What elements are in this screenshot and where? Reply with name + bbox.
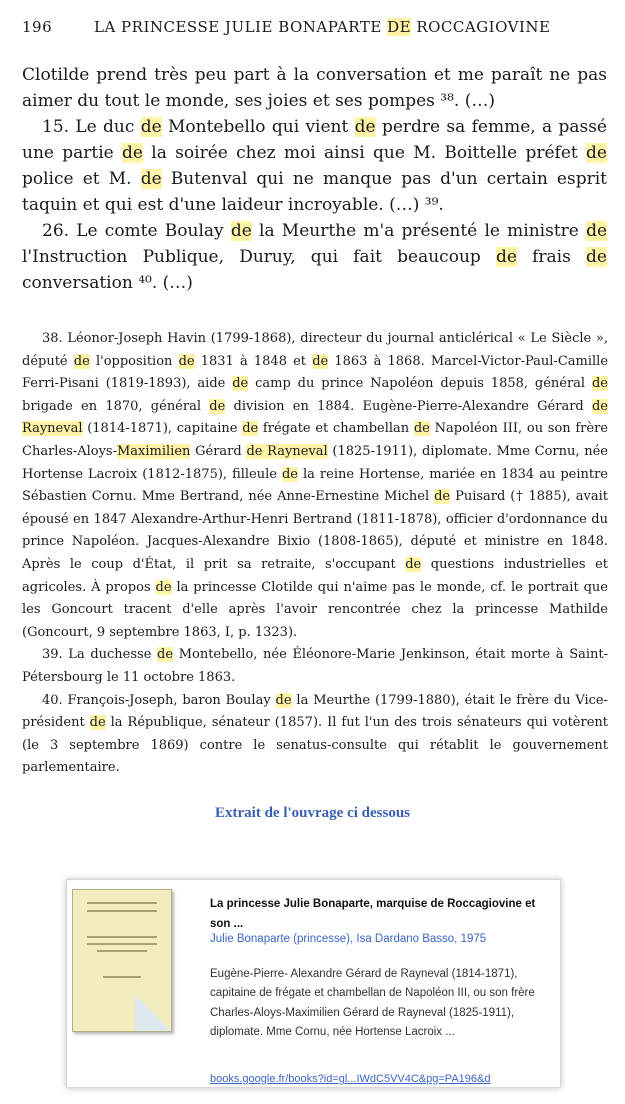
footnote: 38. Léonor-Joseph Havin (1799-1868), directeur du journal anticlérical « Le Siècle », député de l'opposition de 1831 à 1848 et de 1863 à 1868. Marcel-Victor-Paul-Camille Ferri-Pisani (1819-1893), aide de camp du prince Napoléon depuis 1858, général de brigade en 1870, général de division en 1884. Eugène-Pierre-Alexandre Gérard de Rayneval (1814-1871), capitaine de frégate et chambellan de Napoléon III, ou son frère Charles-Aloys-Maximilien Gérard de Rayneval (1825-1911), diplomate. Mme Cornu, née Hortense Lacroix (1812-1875), filleule de la reine Hortense, mariée en 1834 au peintre Sébastien Cornu. Mme Bertrand, née Anne-Ernestine Michel de Puisard († 1885), avait épousé en 1847 Alexandre-Arthur-Henri Bertrand (1811-1878), officier d'ordonnance du prince Napoléon. Jacques-Alexandre Bixio (1808-1865), député et ministre en 1848. Après le coup d'État, il prit sa retraite, s'occupant de questions industrielles et agricoles. À propos de la princesse Clotilde qui n'aime pas le monde, cf. le portrait que les Goncourt tracent d'elle après l'avoir rencontrée chez la princesse Mathilde (Goncourt, 9 septembre 1863, I, p. 1323).	[22, 331, 609, 640]
book-result-card[interactable]	[66, 879, 561, 1088]
running-title: LA PRINCESSE JULIE BONAPARTE DE ROCCAGIOVINE	[94, 18, 551, 36]
paragraph: Clotilde prend très peu part à la conversation et me paraît ne pas aimer du tout le monde, ses joies et ses pompes ³⁸. (…)	[22, 65, 607, 111]
footnote: 40. François-Joseph, baron Boulay de la Meurthe (1799-1880), était le frère du Vice-président de la République, sénateur (1857). Il fut l'un des trois sénateurs qui votèrent (le 3 septembre 1869) contre le senatus-consulte qui rétablit le gouvernement parlementaire.	[22, 692, 609, 776]
book-cover-thumbnail[interactable]	[72, 889, 172, 1032]
page-header	[22, 18, 612, 36]
book-snippet: Eugène-Pierre- Alexandre Gérard de Rayneval (1814-1871), capitaine de frégate et chambellan de Napoléon III, ou son frère Charles-Aloys-Maximilien Gérard de Rayneval (1825-1911), diplomate. Mme Cornu, née Hortense Lacroix ...	[210, 968, 535, 1039]
page-number: 196	[22, 18, 53, 36]
book-title[interactable]: La princesse Julie Bonaparte, marquise de Roccagiovine et son ...	[210, 898, 536, 930]
footnotes	[22, 328, 608, 780]
paragraph: 26. Le comte Boulay de la Meurthe m'a présenté le ministre de l'Instruction Publique, Duruy, qui fait beaucoup de frais de conversation ⁴⁰. (…)	[22, 221, 608, 293]
paragraph: 15. Le duc de Montebello qui vient de perdre sa femme, a passé une partie de la soirée chez moi ainsi que M. Boittelle préfet de police et M. de Butenval qui ne manque pas d'un certain esprit taquin et qui est d'une laideur incroyable. (…) ³⁹.	[22, 117, 607, 215]
book-author[interactable]: Julie Bonaparte (princesse), Isa Dardano Basso, 1975	[210, 933, 487, 945]
footnote: 39. La duchesse de Montebello, née Éléonore-Marie Jenkinson, était morte à Saint-Pétersbourg le 11 octobre 1863.	[22, 647, 608, 685]
page-curl-icon	[135, 995, 171, 1031]
main-text	[22, 62, 607, 296]
book-url-link[interactable]: books.google.fr/books?id=gl...IWdC5VV4C&pg=PA196&d	[210, 1073, 491, 1085]
extract-caption: Extrait de l'ouvrage ci dessous	[215, 805, 410, 821]
